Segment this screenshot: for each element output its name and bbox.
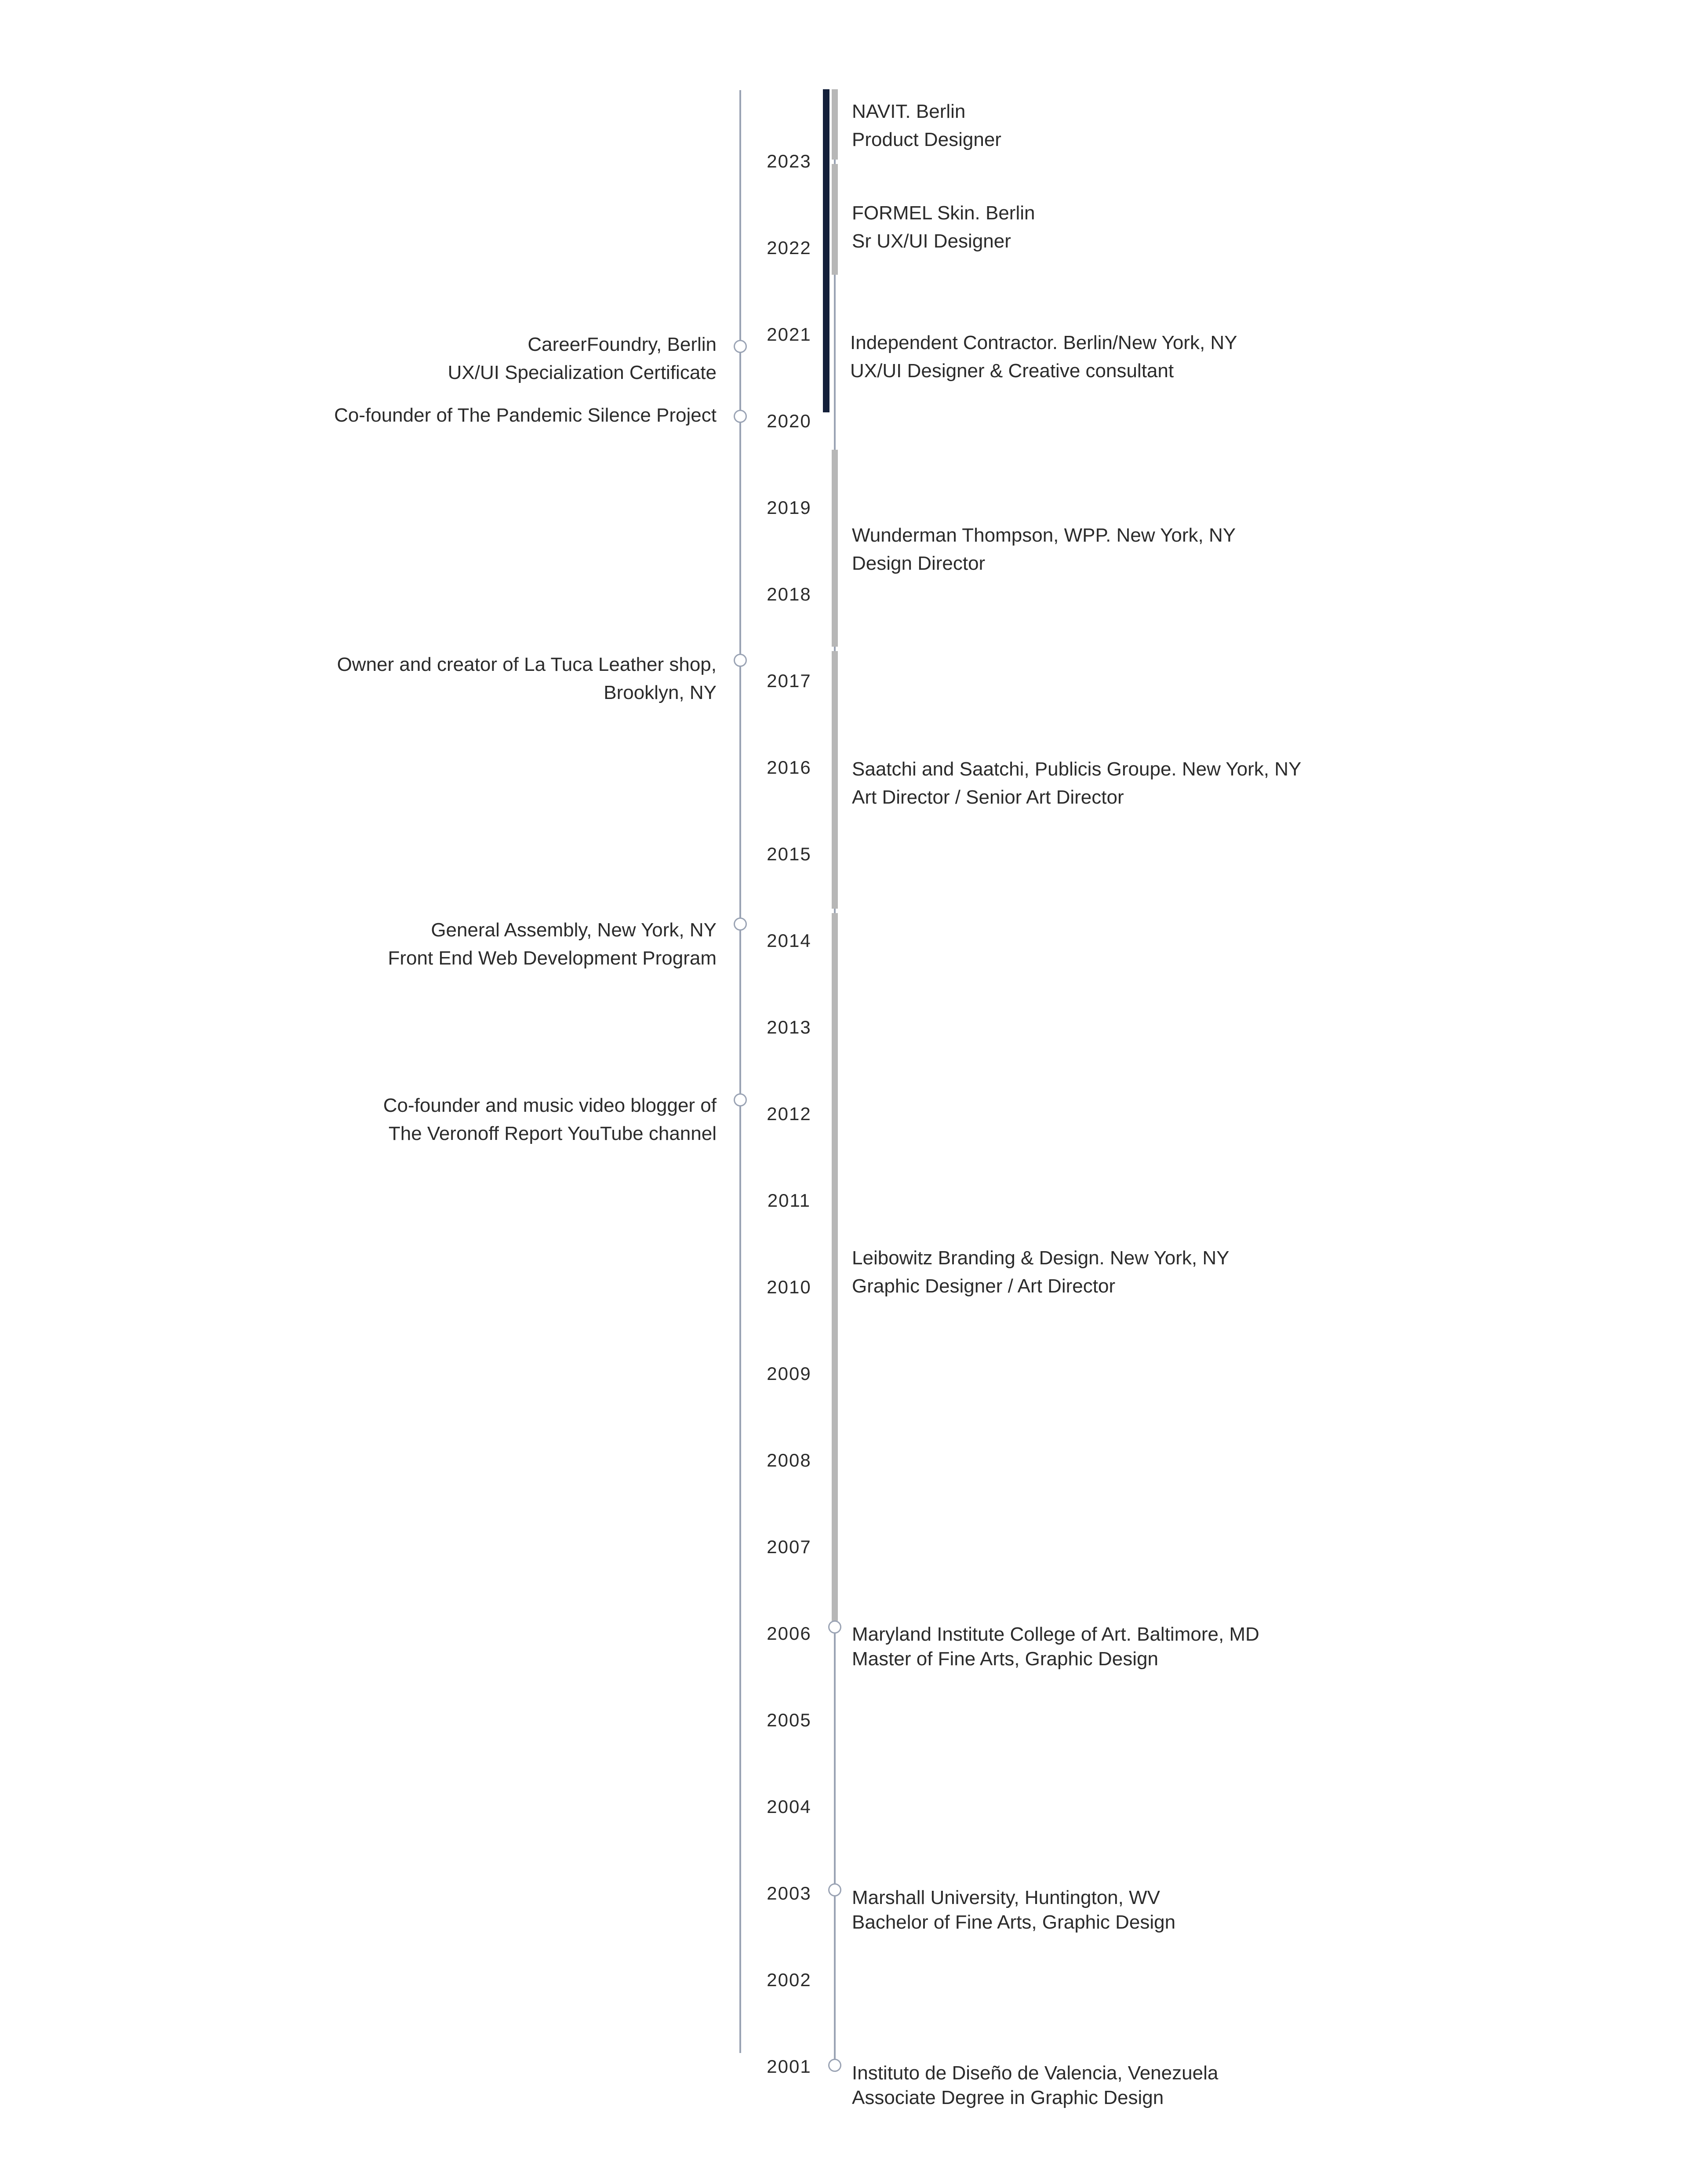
year-label: 2010 xyxy=(767,1277,811,1297)
year-label: 2022 xyxy=(767,237,811,258)
degree-name: Master of Fine Arts, Graphic Design xyxy=(852,1648,1158,1670)
year-label: 2013 xyxy=(767,1017,811,1037)
timeline-node xyxy=(734,340,747,353)
year-label: 2020 xyxy=(767,411,811,431)
education-node xyxy=(828,1883,841,1896)
left-entry-veronoff-report xyxy=(189,1092,717,1148)
company-name: FORMEL Skin. Berlin xyxy=(852,202,1035,224)
education-node xyxy=(828,1620,841,1634)
education-node xyxy=(828,2059,841,2072)
year-label: 2021 xyxy=(767,324,811,345)
company-name: Wunderman Thompson, WPP. New York, NY xyxy=(852,524,1236,546)
entry-title: General Assembly, New York, NY xyxy=(431,919,717,941)
timeline-node xyxy=(734,917,747,931)
year-label: 2019 xyxy=(767,497,811,518)
entry-title: Owner and creator of La Tuca Leather shop, xyxy=(337,654,717,675)
left-entry-pandemic-silence xyxy=(189,401,717,430)
education-entry-mica xyxy=(852,1622,1511,1671)
left-entry-careerfoundry xyxy=(189,331,717,387)
education-entry-marshall xyxy=(852,1886,1511,1935)
year-label: 2001 xyxy=(767,2056,811,2077)
year-label: 2008 xyxy=(767,1450,811,1471)
job-title: Art Director / Senior Art Director xyxy=(852,786,1124,808)
entry-title: CareerFoundry, Berlin xyxy=(528,334,717,355)
year-label: 2016 xyxy=(767,757,811,778)
navit-bar xyxy=(832,89,838,160)
company-name: Leibowitz Branding & Design. New York, NY xyxy=(852,1247,1230,1269)
year-label: 2003 xyxy=(767,1883,811,1904)
year-label: 2015 xyxy=(767,844,811,864)
job-title: Design Director xyxy=(852,553,986,574)
entry-subtitle: Front End Web Development Program xyxy=(388,947,717,969)
year-label: 2018 xyxy=(767,584,811,604)
year-label: 2006 xyxy=(767,1623,811,1644)
entry-title: Co-founder and music video blogger of xyxy=(383,1095,717,1116)
school-name: Maryland Institute College of Art. Baltimore, MD xyxy=(852,1623,1259,1645)
timeline-axis-line xyxy=(739,90,741,2053)
year-label: 2014 xyxy=(767,930,811,951)
work-entry-formel xyxy=(852,199,1511,255)
entry-subtitle: The Veronoff Report YouTube channel xyxy=(388,1123,717,1144)
company-name: Independent Contractor. Berlin/New York, NY xyxy=(850,332,1237,353)
job-title: Sr UX/UI Designer xyxy=(852,230,1011,252)
year-label: 2023 xyxy=(767,151,811,171)
job-title: Product Designer xyxy=(852,129,1001,150)
year-label: 2011 xyxy=(767,1190,811,1211)
degree-name: Bachelor of Fine Arts, Graphic Design xyxy=(852,1911,1176,1933)
left-entry-la-tuca xyxy=(189,651,717,707)
year-label: 2017 xyxy=(767,670,811,691)
work-entry-leibowitz xyxy=(852,1244,1511,1300)
wunderman-bar xyxy=(832,450,838,647)
company-name: NAVIT. Berlin xyxy=(852,101,966,122)
year-label: 2005 xyxy=(767,1710,811,1730)
job-title: UX/UI Designer & Creative consultant xyxy=(850,360,1174,382)
year-label: 2012 xyxy=(767,1103,811,1124)
entry-subtitle: Brooklyn, NY xyxy=(604,682,717,703)
year-label: 2009 xyxy=(767,1363,811,1384)
work-entry-navit xyxy=(852,98,1511,154)
work-entry-saatchi xyxy=(852,755,1511,812)
timeline-node xyxy=(734,654,747,667)
formel-bar xyxy=(832,164,838,275)
school-name: Marshall University, Huntington, WV xyxy=(852,1887,1160,1908)
timeline-node xyxy=(734,1093,747,1107)
saatchi-bar xyxy=(832,651,838,909)
year-label: 2004 xyxy=(767,1796,811,1817)
school-name: Instituto de Diseño de Valencia, Venezuela xyxy=(852,2062,1219,2084)
year-label: 2002 xyxy=(767,1969,811,1990)
left-entry-general-assembly xyxy=(189,916,717,972)
company-name: Saatchi and Saatchi, Publicis Groupe. New York, NY xyxy=(852,758,1302,780)
year-label: 2007 xyxy=(767,1536,811,1557)
work-entry-wunderman xyxy=(852,521,1511,578)
education-entry-valencia xyxy=(852,2061,1511,2110)
work-entry-independent xyxy=(850,329,1510,385)
degree-name: Associate Degree in Graphic Design xyxy=(852,2087,1164,2108)
job-title: Graphic Designer / Art Director xyxy=(852,1275,1116,1297)
timeline-node xyxy=(734,410,747,423)
leibowitz-bar xyxy=(832,913,838,1621)
entry-subtitle: UX/UI Specialization Certificate xyxy=(447,362,717,383)
entry-title: Co-founder of The Pandemic Silence Project xyxy=(334,404,717,426)
